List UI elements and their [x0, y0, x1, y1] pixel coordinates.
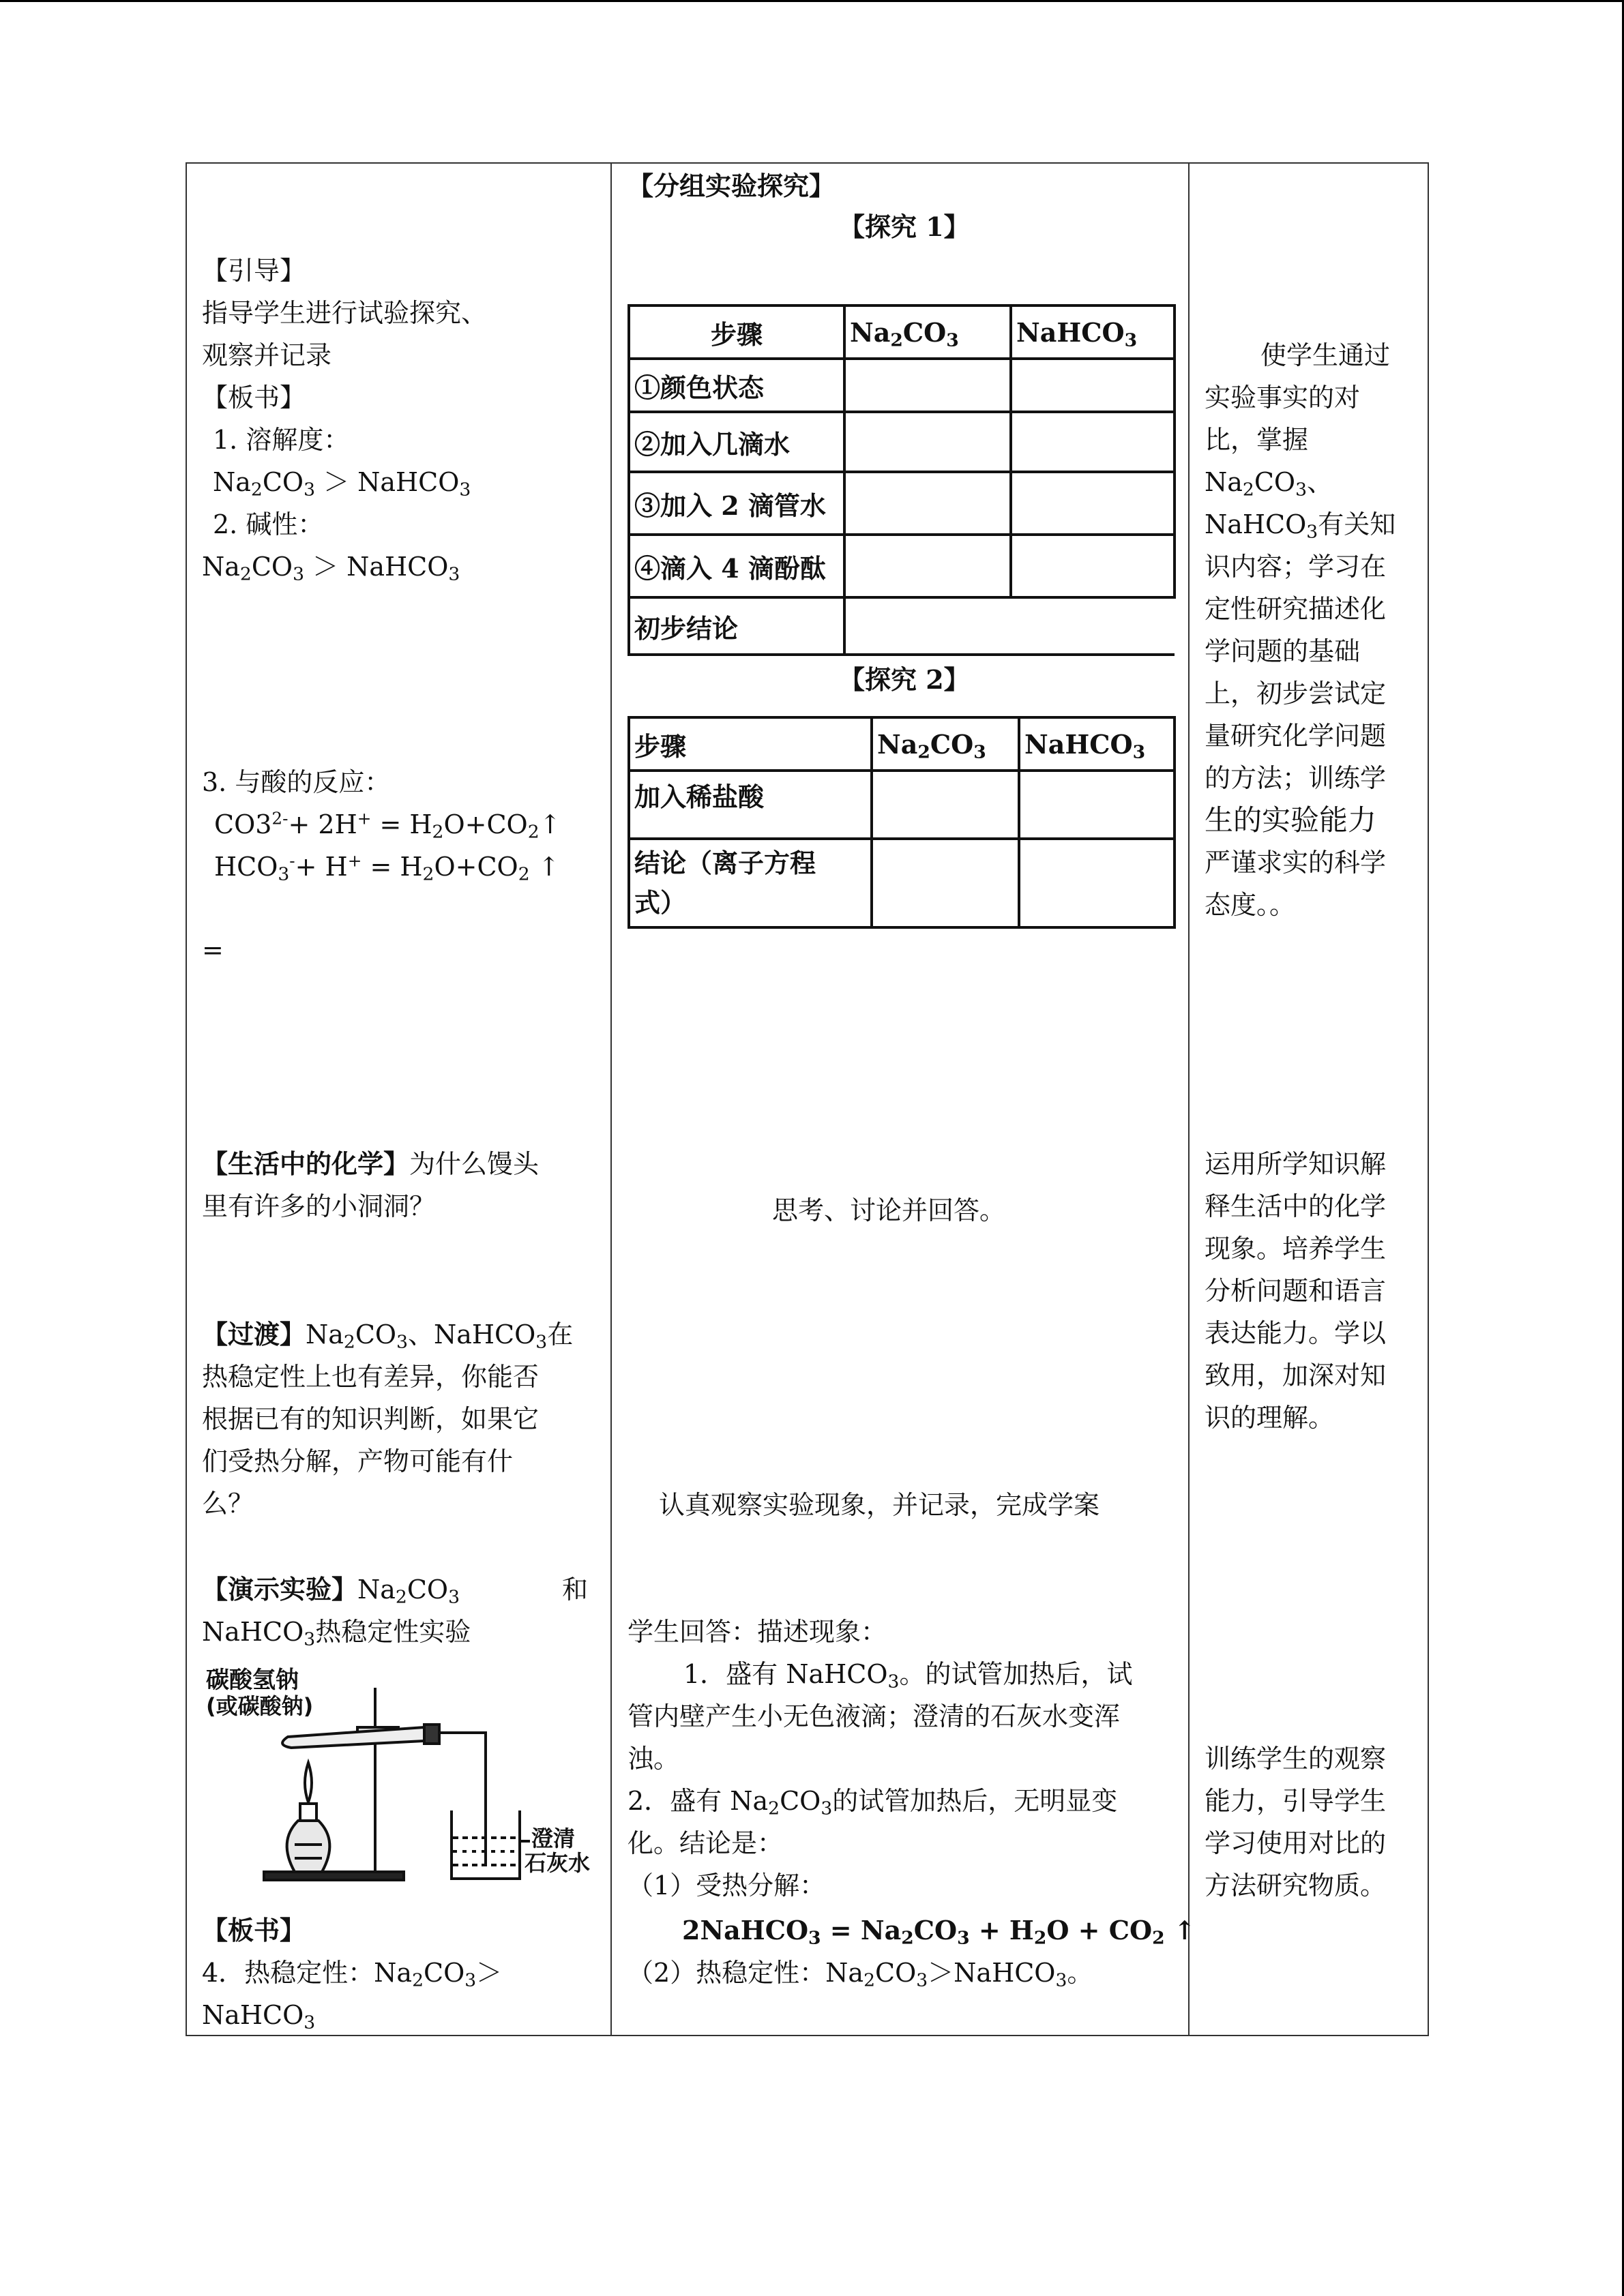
- transition-line-2: 热稳定性上也有差异，你能否: [202, 1362, 540, 1392]
- intent-1-line: 的方法；训练学: [1205, 763, 1387, 793]
- experiment-table-1: [628, 304, 1176, 656]
- section-title: 【分组实验探究】: [628, 170, 836, 201]
- figure-label-clear: 澄清: [531, 1825, 576, 1851]
- decomposition-equation: 2NaHCO$_3$ = $Na_2CO_3 + H_2O + CO_2$ ↑: [682, 1915, 1196, 1949]
- intent-2-line: 现象。培养学生: [1205, 1234, 1387, 1264]
- solubility-formula: $Na_2CO_3$ ＞ NaHCO$_3$: [213, 467, 471, 501]
- intent-1-line: 定性研究描述化: [1205, 594, 1387, 624]
- table1-conclusion-cell: [844, 597, 1175, 655]
- thermal-stability-line-1: 4．热稳定性：$Na_2CO_3>$: [202, 1958, 503, 1991]
- table1-row-label: 初步结论: [629, 597, 844, 655]
- table1-cell: [1011, 412, 1175, 472]
- intent-1-line: 量研究化学问题: [1205, 721, 1387, 751]
- intent-2-line: 分析问题和语言: [1205, 1276, 1387, 1306]
- intent-1-line: 严谨求实的科学: [1205, 848, 1387, 878]
- answer-1-line-3: 浊。: [628, 1744, 680, 1774]
- board2-title: 【板书】: [202, 1915, 306, 1945]
- board-item-3: 3. 与酸的反应：: [202, 767, 391, 797]
- figure-label-sodium-bicarbonate: 碳酸氢钠: [206, 1667, 299, 1694]
- intent-2-line: 识的理解。: [1205, 1403, 1335, 1433]
- answer-intro: 学生回答：描述现象：: [628, 1617, 887, 1647]
- bicarbonate-acid-equation: $HCO_3^-+ H^+ = H_2O+CO_2$ ↑: [214, 850, 560, 885]
- table1-cell: [844, 472, 1011, 535]
- intent-2-line: 运用所学知识解: [1205, 1149, 1387, 1179]
- heating-apparatus-figure: [199, 1667, 595, 1892]
- intent-1-line: 识内容；学习在: [1205, 552, 1387, 582]
- conclusion-2: （2）热稳定性：$Na_2CO_3>NaHCO_3$。: [628, 1958, 1093, 1991]
- board-item-1: 1. 溶解度：: [213, 425, 350, 455]
- observe-and-record: 认真观察实验现象，并记录，完成学案: [659, 1490, 1100, 1520]
- intent-2-line: 表达能力。学以: [1205, 1318, 1387, 1348]
- intent-2-line: 致用，加深对知: [1205, 1360, 1387, 1390]
- table1-cell: [844, 412, 1011, 472]
- transition-line-1: 【过渡】$Na_2CO_3$、NaHCO$_3$在: [202, 1319, 574, 1353]
- board-title: 【板书】: [202, 383, 306, 413]
- page-top-border: [0, 0, 1624, 2]
- explore-1-title: 【探究 1】: [839, 211, 970, 242]
- column-divider-1: [610, 162, 612, 2036]
- alkalinity-formula: $Na_2CO_3$ ＞ NaHCO$_3$: [202, 552, 460, 585]
- table2-cell: [1019, 839, 1175, 927]
- table2-row-label: 结论（离子方程 式）: [629, 839, 872, 927]
- table1-cell: [1011, 359, 1175, 412]
- answer-2-line-2: 化。结论是：: [628, 1828, 784, 1858]
- table1-header-step: 步骤: [629, 305, 844, 359]
- guide-line-2: 观察并记录: [202, 340, 332, 370]
- table1-cell: [1011, 535, 1175, 597]
- intent-1-formula-line: $Na_2CO_3$、: [1205, 467, 1333, 501]
- demo-line-1: 【演示实验】$Na_2CO_3$: [202, 1574, 460, 1608]
- table2-row-label: 加入稀盐酸: [629, 771, 872, 839]
- answer-1-line-2: 管内壁产生小无色液滴；澄清的石灰水变浑: [628, 1701, 1121, 1731]
- table1-header-nahco3: NaHCO$_3$: [1011, 305, 1175, 359]
- life-chemistry-line-2: 里有许多的小洞洞？: [202, 1191, 436, 1221]
- intent-1-line: 实验事实的对: [1205, 383, 1361, 413]
- board-item-2: 2. 碱性：: [213, 509, 324, 539]
- table2-cell: [872, 839, 1019, 927]
- think-discuss-answer: 思考、讨论并回答。: [772, 1195, 1006, 1225]
- column-divider-2: [1188, 162, 1190, 2036]
- intent-1-line: 使学生通过: [1260, 340, 1391, 370]
- transition-line-3: 根据已有的知识判断，如果它: [202, 1404, 540, 1434]
- figure-label-limewater: 石灰水: [525, 1850, 591, 1876]
- table1-header-na2co3: $Na_2CO_3$: [844, 305, 1011, 359]
- intent-1-line: 学问题的基础: [1205, 636, 1361, 666]
- table2-cell: [1019, 771, 1175, 839]
- intent-1-line: 比，掌握: [1205, 425, 1309, 455]
- table2-header-step: 步骤: [629, 717, 872, 771]
- table2-header-na2co3: $Na_2CO_3$: [872, 717, 1019, 771]
- intent-3-line: 学习使用对比的: [1205, 1828, 1387, 1858]
- table1-row-label: ①颜色状态: [629, 359, 844, 412]
- intent-3-line: 能力，引导学生: [1205, 1786, 1387, 1816]
- table1-row-label: ②加入几滴水: [629, 412, 844, 472]
- table1-cell: [1011, 472, 1175, 535]
- table2-cell: [872, 771, 1019, 839]
- intent-1-line: 上，初步尝试定: [1205, 679, 1387, 709]
- intent-3-line: 方法研究物质。: [1205, 1870, 1387, 1900]
- transition-line-5: 么？: [202, 1489, 254, 1519]
- intent-1-line: 生的实验能力: [1205, 803, 1377, 837]
- conclusion-1: （1）受热分解：: [628, 1870, 826, 1900]
- table1-cell: [844, 535, 1011, 597]
- figure-label-or-sodium-carbonate: (或碳酸钠): [206, 1693, 314, 1719]
- demo-line-2: NaHCO$_3$热稳定性实验: [202, 1617, 471, 1650]
- intent-2-line: 释生活中的化学: [1205, 1191, 1387, 1221]
- stray-equals: =: [202, 935, 224, 965]
- thermal-stability-line-2: NaHCO$_3$: [202, 2000, 316, 2033]
- table1-row-label: ④滴入 4 滴酚酞: [629, 535, 844, 597]
- demo-and: 和: [562, 1575, 589, 1605]
- life-chemistry-line-1: 【生活中的化学】为什么馒头: [202, 1148, 540, 1179]
- carbonate-acid-equation: $CO3^{2-}+ 2H^+$ = $H_2O+CO_2↑$: [214, 808, 561, 843]
- answer-1-line-1: 1．盛有 NaHCO$_3$。的试管加热后，试: [683, 1659, 1133, 1693]
- guide-line-1: 指导学生进行试验探究、: [202, 298, 488, 328]
- table1-cell: [844, 359, 1011, 412]
- guide-title: 【引导】: [202, 256, 306, 286]
- intent-3-line: 训练学生的观察: [1205, 1744, 1387, 1774]
- intent-1-formula-line-2: NaHCO$_3$有关知: [1205, 509, 1396, 543]
- intent-1-line: 态度。。: [1205, 890, 1296, 920]
- transition-line-4: 们受热分解，产物可能有什: [202, 1446, 514, 1476]
- table2-header-nahco3: NaHCO$_3$: [1019, 717, 1175, 771]
- experiment-table-2: [628, 716, 1176, 929]
- answer-2-line-1: 2．盛有 $Na_2CO_3$的试管加热后，无明显变: [628, 1786, 1118, 1819]
- table1-row-label: ③加入 2 滴管水: [629, 472, 844, 535]
- explore-2-title: 【探究 2】: [839, 664, 970, 695]
